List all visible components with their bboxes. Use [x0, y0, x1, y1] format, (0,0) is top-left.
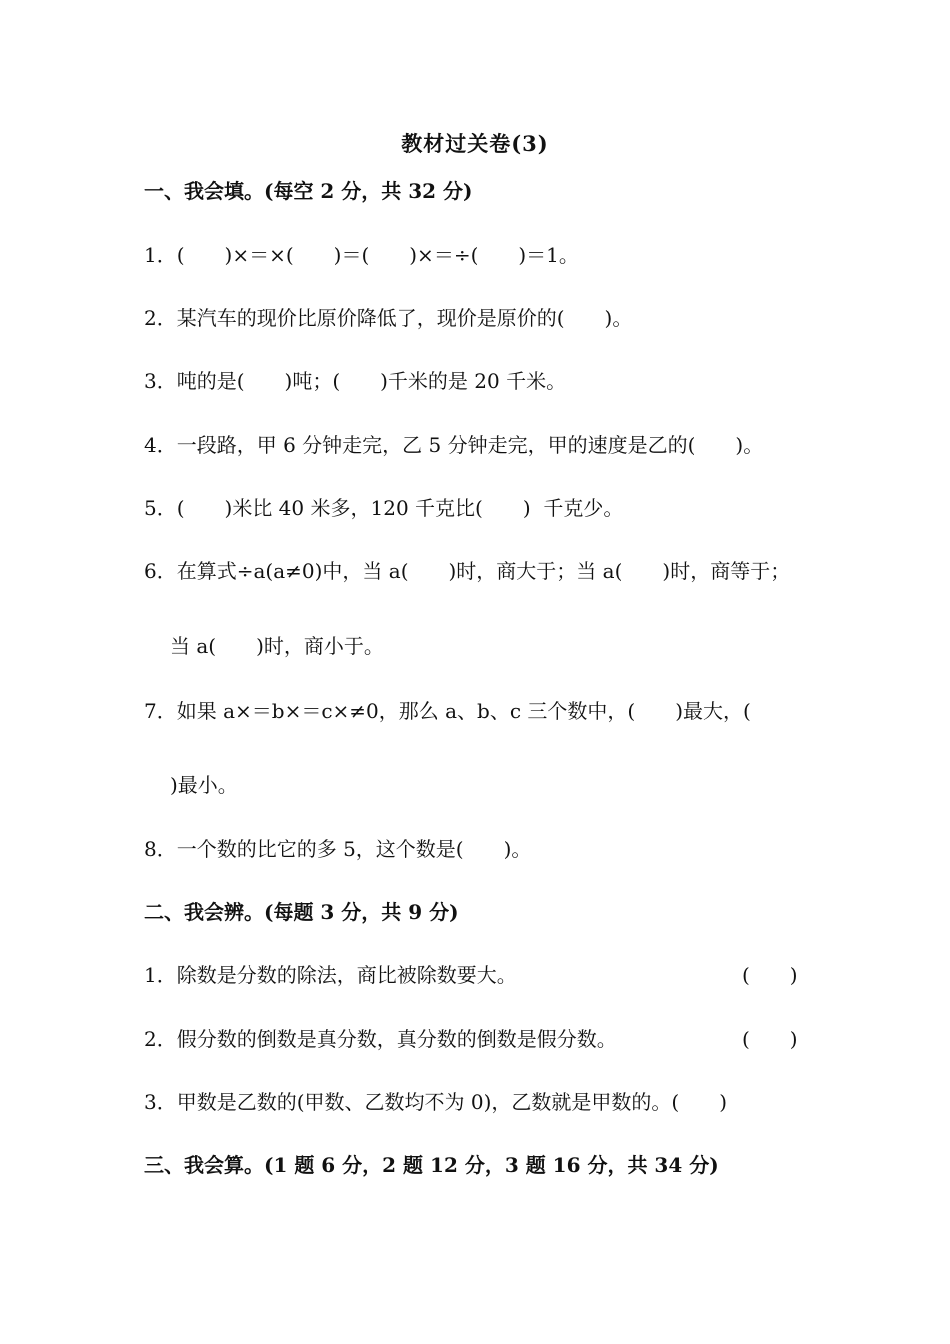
answer-blank-2-2: ( ) — [742, 1027, 798, 1051]
question-1-4: 4．一段路，甲 6 分钟走完，乙 5 分钟走完，甲的速度是乙的( )。 — [144, 433, 764, 457]
question-1-1: 1．( )×＝×( )＝( )×＝÷( )＝1。 — [144, 243, 579, 267]
question-1-2: 2．某汽车的现价比原价降低了，现价是原价的( )。 — [144, 306, 633, 330]
question-1-8: 8．一个数的比它的多 5，这个数是( )。 — [144, 837, 532, 861]
question-2-3: 3．甲数是乙数的(甲数、乙数均不为 0)，乙数就是甲数的。( ) — [144, 1090, 728, 1114]
question-2-2: 2．假分数的倒数是真分数，真分数的倒数是假分数。 — [144, 1027, 617, 1051]
question-1-6-line2: 当 a( )时，商小于。 — [170, 634, 384, 658]
section-2-heading: 二、我会辨。(每题 3 分，共 9 分) — [144, 900, 459, 924]
question-1-6-line1: 6．在算式÷a(a≠0)中，当 a( )时，商大于；当 a( )时，商等于； — [144, 559, 791, 583]
answer-blank-2-1: ( ) — [742, 963, 798, 987]
question-1-5: 5．( )米比 40 米多，120 千克比( ) 千克少。 — [144, 496, 624, 520]
section-1-heading: 一、我会填。(每空 2 分，共 32 分) — [144, 179, 473, 203]
question-2-1: 1．除数是分数的除法，商比被除数要大。 — [144, 963, 517, 987]
question-1-7-line1: 7．如果 a×＝b×＝c×≠0，那么 a、b、c 三个数中，( )最大，( — [144, 699, 751, 723]
question-1-3: 3．吨的是( )吨；( )千米的是 20 千米。 — [144, 369, 567, 393]
section-3-heading: 三、我会算。(1 题 6 分，2 题 12 分，3 题 16 分，共 34 分) — [144, 1153, 719, 1177]
question-1-7-line2: )最小。 — [170, 773, 238, 797]
page-title: 教材过关卷(3) — [401, 131, 549, 156]
